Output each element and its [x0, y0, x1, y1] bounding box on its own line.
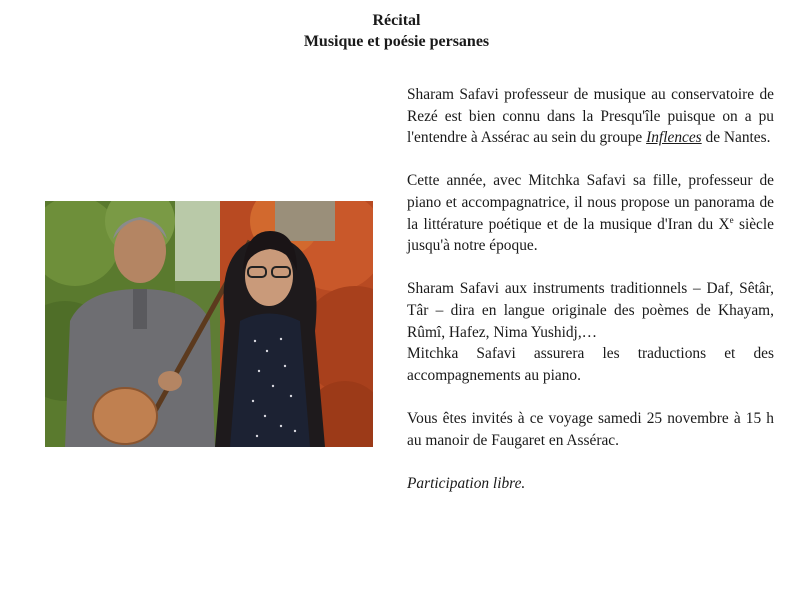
page-subtitle: Musique et poésie persanes — [303, 33, 490, 50]
paragraph-instruments: Sharam Safavi aux instruments traditionnels – Daf, Sêtâr, Târ – dira en langue originale des poèmes de Khayam, Rûmî, Hafez, Nima Yushidj,… — [407, 280, 774, 341]
article-text — [407, 84, 774, 516]
paragraph-intro: Sharam Safavi professeur de musique au conservatoire de Rezé est bien connu dans la Presqu'île puisque on a pu l'entendre à Assérac au sein du groupe Inflences de Nantes. — [407, 86, 774, 147]
group-name: Inflences — [646, 129, 702, 147]
paragraph-invitation: Vous êtes invités à ce voyage samedi 25 novembre à 15 h au manoir de Faugaret en Assérac. — [407, 409, 774, 449]
photo-illustration — [45, 201, 373, 447]
page-title: Récital — [372, 12, 421, 29]
paragraph-translations: Mitchka Safavi assurera les traductions et des accompagnements au piano. — [407, 345, 774, 384]
musicians-photo — [45, 201, 373, 447]
title-block — [0, 10, 793, 52]
paragraph-program: Cette année, avec Mitchka Safavi sa fille, professeur de piano et accompagnatrice, il nous propose un panorama de la littérature poétique et de la musique d'Iran du Xe siècle jusqu'à notre époque. — [407, 172, 774, 255]
participation-note: Participation libre. — [407, 474, 526, 492]
